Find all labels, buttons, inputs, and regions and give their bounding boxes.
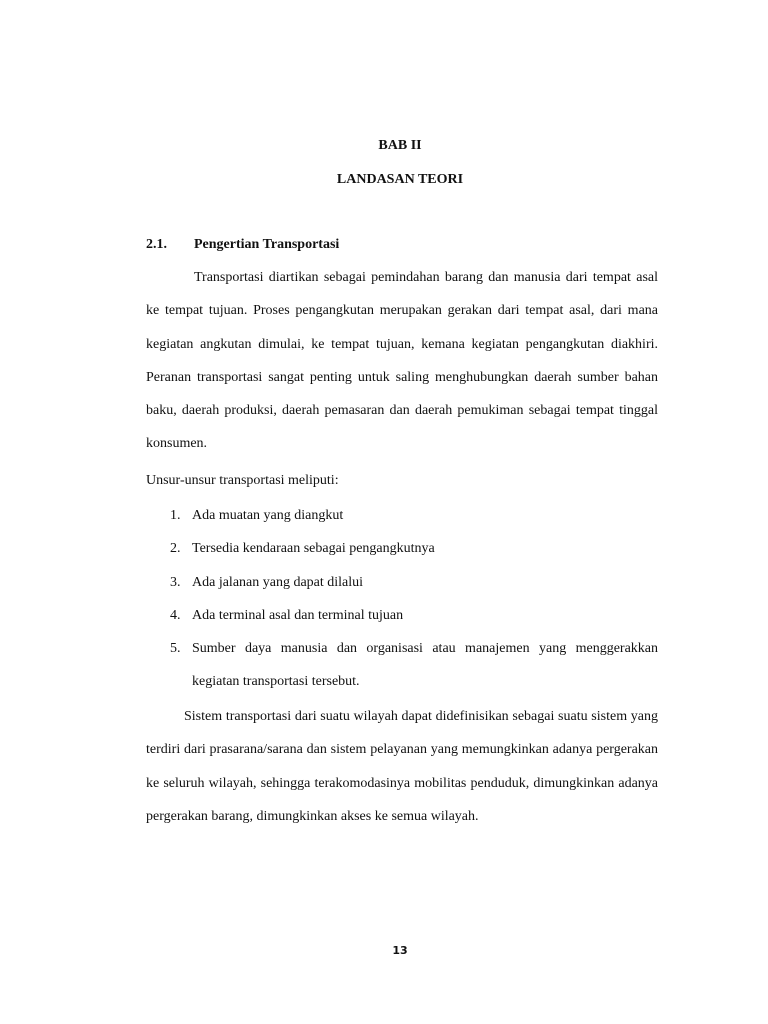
- list-item: [170, 499, 658, 532]
- transport-elements-list: [170, 499, 658, 699]
- paragraph-definition: Transportasi diartikan sebagai pemindahan barang dan manusia dari tempat asal ke tempat tujuan. Proses pengangkutan merupakan gerakan dari tempat asal, dari mana kegiatan angkutan dimulai, ke tempat tujuan, kemana kegiatan pengangkutan diakhiri. Peranan transportasi sangat penting untuk saling menghubungkan daerah sumber bahan baku, daerah produksi, daerah pemasaran dan daerah pemukiman sebagai tempat tinggal konsumen.: [146, 270, 658, 452]
- section-number: 2.1.: [146, 237, 167, 252]
- list-item-text: Ada jalanan yang dapat dilalui: [192, 574, 364, 590]
- chapter-title: LANDASAN TEORI: [336, 172, 464, 187]
- list-intro: Unsur-unsur transportasi meliputi:: [146, 473, 339, 488]
- section-title: Pengertian Transportasi: [194, 237, 340, 252]
- list-item-number: 5.: [170, 641, 181, 657]
- list-item-text: Sumber daya manusia dan organisasi atau manajemen yang menggerakkan kegiatan transportasi tersebut.: [192, 641, 658, 690]
- section-heading: [146, 237, 339, 253]
- list-item: [170, 566, 658, 599]
- list-item-number: 4.: [170, 607, 181, 623]
- list-item: [170, 532, 658, 565]
- list-item-number: 2.: [170, 541, 181, 557]
- list-item: [170, 632, 658, 699]
- list-item-number: 1.: [170, 508, 181, 523]
- list-item-text: Ada terminal asal dan terminal tujuan: [192, 607, 404, 623]
- paragraph-system: Sistem transportasi dari suatu wilayah dapat didefinisikan sebagai suatu sistem yang terdiri dari prasarana/sarana dan sistem pelayanan yang memungkinkan adanya pergerakan ke seluruh wilayah, sehingga terakomodasinya mobilitas penduduk, dimungkinkan adanya pergerakan barang, dimungkinkan akses ke semua wilayah.: [146, 709, 658, 824]
- list-item-number: 3.: [170, 574, 181, 590]
- list-item-text: Tersedia kendaraan sebagai pengangkutnya: [192, 541, 435, 557]
- list-item-text: Ada muatan yang diangkut: [192, 508, 344, 523]
- page-number: 13: [392, 944, 408, 957]
- chapter-number: BAB II: [378, 138, 422, 153]
- list-item: [170, 599, 658, 632]
